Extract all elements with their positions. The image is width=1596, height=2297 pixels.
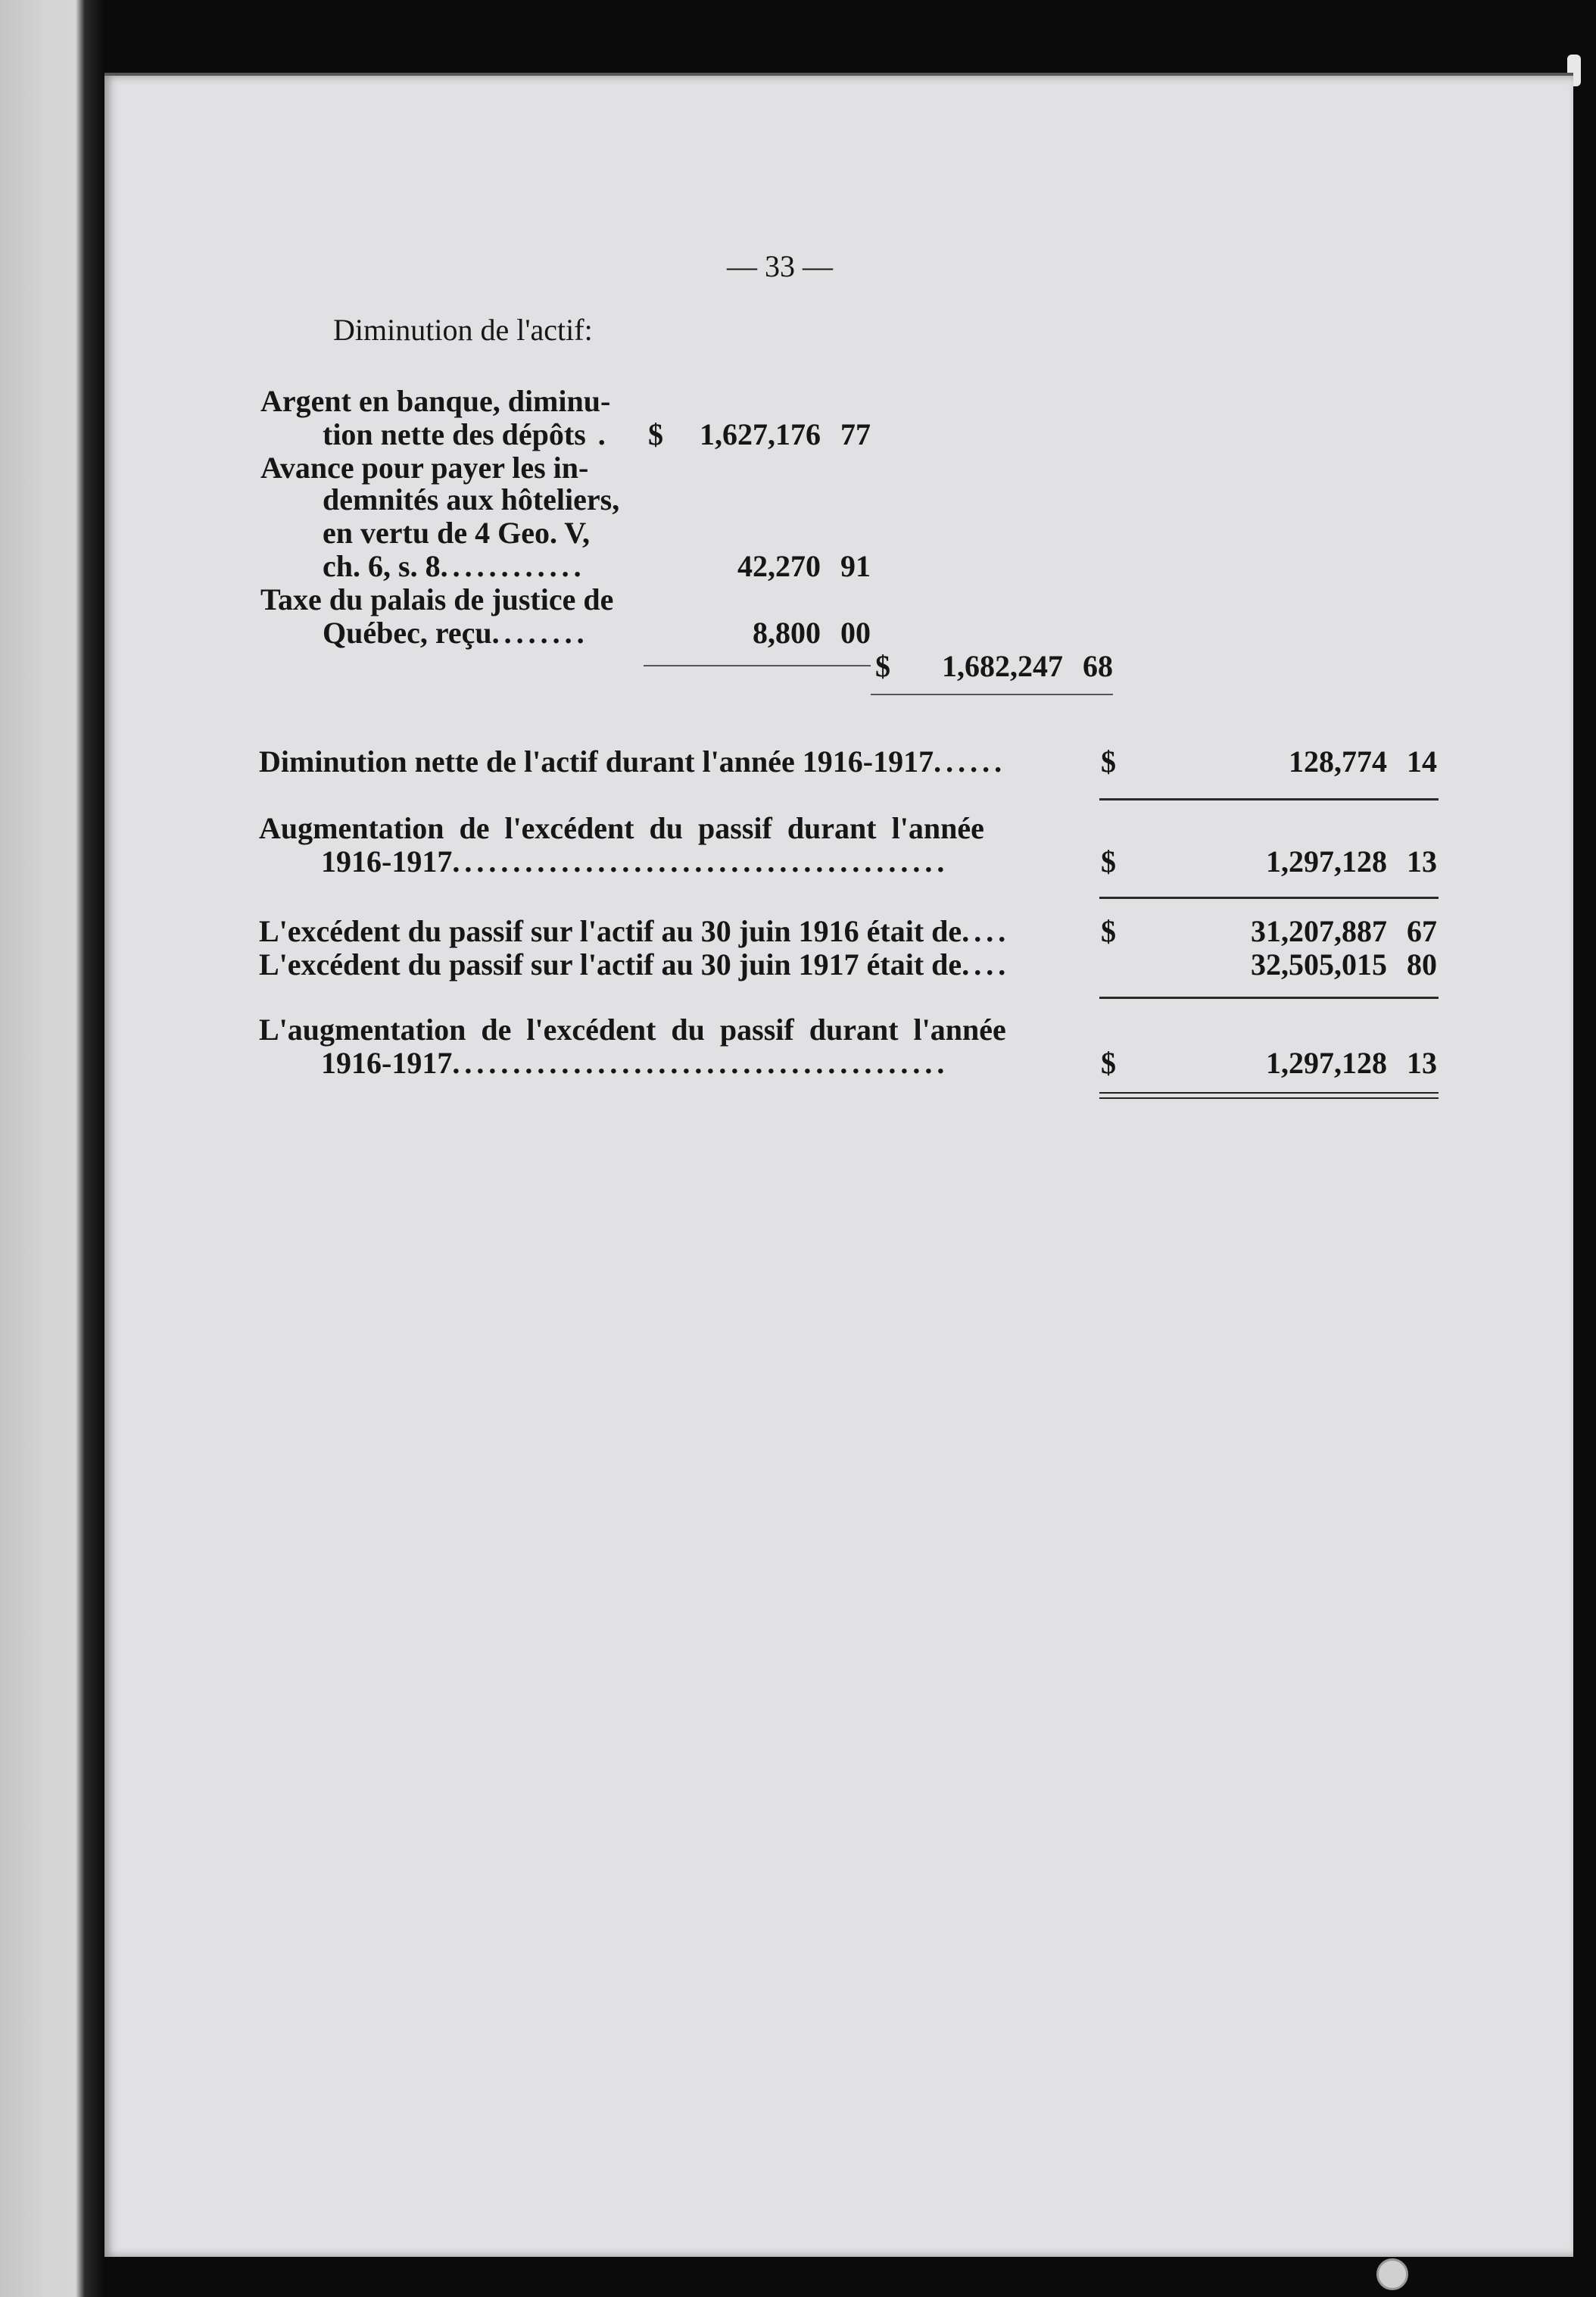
row-4-label: L'excédent du passif sur l'actif au 30 juin 1917 était de....: [259, 947, 1011, 982]
subtotal-underline: [871, 694, 1113, 695]
row-1-rule: [1099, 798, 1439, 801]
row-4-amount: 32,505,015 80: [1251, 947, 1437, 982]
row-1-label: Diminution nette de l'actif durant l'année 1916-1917......: [259, 744, 1007, 779]
row-5-label-line-1: L'augmentation de l'excédent du passif durant l'année: [259, 1013, 1006, 1047]
row-5-dollar: $: [1101, 1046, 1116, 1080]
subtotal-rule: [644, 665, 871, 666]
item-2-line-2: demnités aux hôteliers,: [323, 482, 620, 517]
row-3-label: L'excédent du passif sur l'actif au 30 juin 1916 était de....: [259, 914, 1011, 948]
item-1-line-2: tion nette des dépôts .: [323, 417, 610, 451]
row-5-label-line-2: 1916-1917.........................................: [321, 1046, 949, 1080]
section-heading: Diminution de l'actif:: [333, 313, 593, 347]
item-2-line-3: en vertu de 4 Geo. V,: [323, 516, 590, 550]
item-3-amount: 8,800 00: [753, 616, 871, 650]
row-3-dollar: $: [1101, 914, 1116, 948]
item-2-line-1: Avance pour payer les in-: [260, 451, 589, 485]
row-2-amount: 1,297,128 13: [1266, 844, 1437, 879]
row-2-dollar: $: [1101, 844, 1116, 879]
row-2-rule: [1099, 897, 1439, 899]
page-number: — 33 —: [727, 249, 833, 283]
item-3-line-1: Taxe du palais de justice de: [260, 582, 614, 616]
row-1-dollar: $: [1101, 744, 1116, 779]
item-1-dollar: $: [648, 417, 663, 451]
row-4-rule: [1099, 997, 1439, 999]
subtotal-dollar: $: [875, 649, 890, 683]
row-2-label-line-2: 1916-1917.........................................: [321, 844, 949, 879]
scan-marker-icon: [1376, 2258, 1408, 2290]
item-3-line-2: Québec, reçu........: [323, 616, 589, 650]
item-2-amount: 42,270 91: [737, 549, 871, 583]
item-1-line-1: Argent en banque, diminu-: [260, 384, 611, 418]
row-2-label-line-1: Augmentation de l'excédent du passif durant l'année: [259, 811, 984, 845]
row-3-amount: 31,207,887 67: [1251, 914, 1437, 948]
item-2-line-4: ch. 6, s. 8............: [323, 549, 586, 583]
document-page: [104, 73, 1573, 2257]
row-1-amount: 128,774 14: [1289, 744, 1437, 779]
page-binding-edge: [0, 0, 106, 2297]
subtotal-amount: 1,682,247 68: [942, 649, 1113, 683]
row-5-amount: 1,297,128 13: [1266, 1046, 1437, 1080]
item-1-amount: 1,627,176 77: [700, 417, 871, 451]
row-5-double-rule: [1099, 1092, 1439, 1099]
